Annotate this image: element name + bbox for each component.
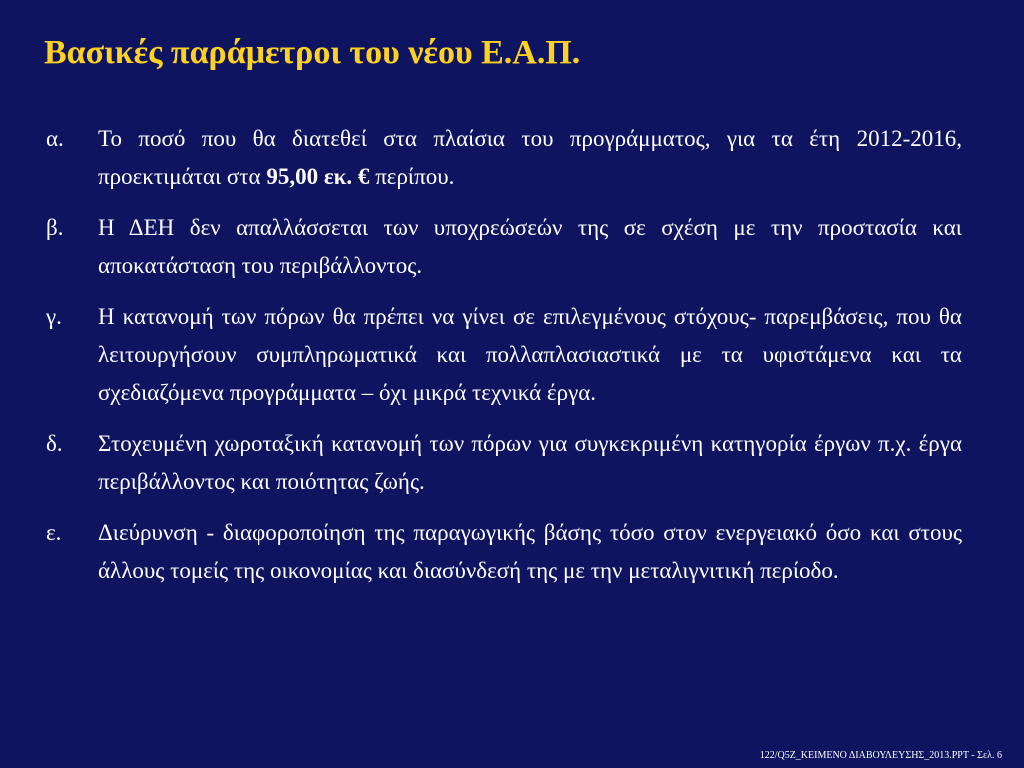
parameter-list [44, 120, 962, 603]
item-text [98, 126, 962, 189]
list-marker: δ. [46, 431, 63, 456]
slide-title: Βασικές παράμετροι του νέου Ε.Α.Π. [44, 34, 581, 71]
item-text: Η ΔΕΗ δεν απαλλάσσεται των υποχρεώσεών της σε σχέση με την προστασία και αποκατάσταση του περιβάλλοντος. [98, 215, 962, 278]
list-item-a [44, 120, 962, 196]
slide-footer: 122/Q5Z_ΚΕΙΜΕΝΟ ΔΙΑΒΟΥΛΕΥΣΗΣ_2013.PPT - Σελ. 6 [759, 750, 1002, 761]
item-text: Η κατανομή των πόρων θα πρέπει να γίνει σε επιλεγμένους στόχους- παρεμβάσεις, που θα λειτουργήσουν συμπληρωματικά και πολλαπλασιαστικά με τα υφιστάμενα και τα σχεδιαζόμενα προγράμματα – όχι μικρά τεχνικά έργα. [98, 304, 962, 405]
item-text-after: περίπου. [369, 164, 455, 189]
list-item-b [44, 209, 962, 285]
item-text-before: Το ποσό που θα διατεθεί στα πλαίσια του προγράμματος, για τα έτη 2012-2016, προεκτιμάται στα [98, 126, 962, 189]
item-text: Στοχευμένη χωροταξική κατανομή των πόρων για συγκεκριμένη κατηγορία έργων π.χ. έργα περιβάλλοντος και ποιότητας ζωής. [98, 431, 962, 494]
list-marker: α. [46, 126, 64, 151]
list-marker: ε. [46, 520, 62, 545]
list-item-d [44, 425, 962, 501]
item-text: Διεύρυνση - διαφοροποίηση της παραγωγικής βάσης τόσο στον ενεργειακό όσο και στους άλλους τομείς της οικονομίας και διασύνδεσή της με την μεταλιγνιτική περίοδο. [98, 520, 962, 583]
list-marker: γ. [46, 304, 62, 329]
list-marker: β. [46, 215, 64, 240]
list-item-e [44, 514, 962, 590]
amount-highlight: 95,00 εκ. € [266, 164, 370, 189]
list-item-c [44, 298, 962, 412]
